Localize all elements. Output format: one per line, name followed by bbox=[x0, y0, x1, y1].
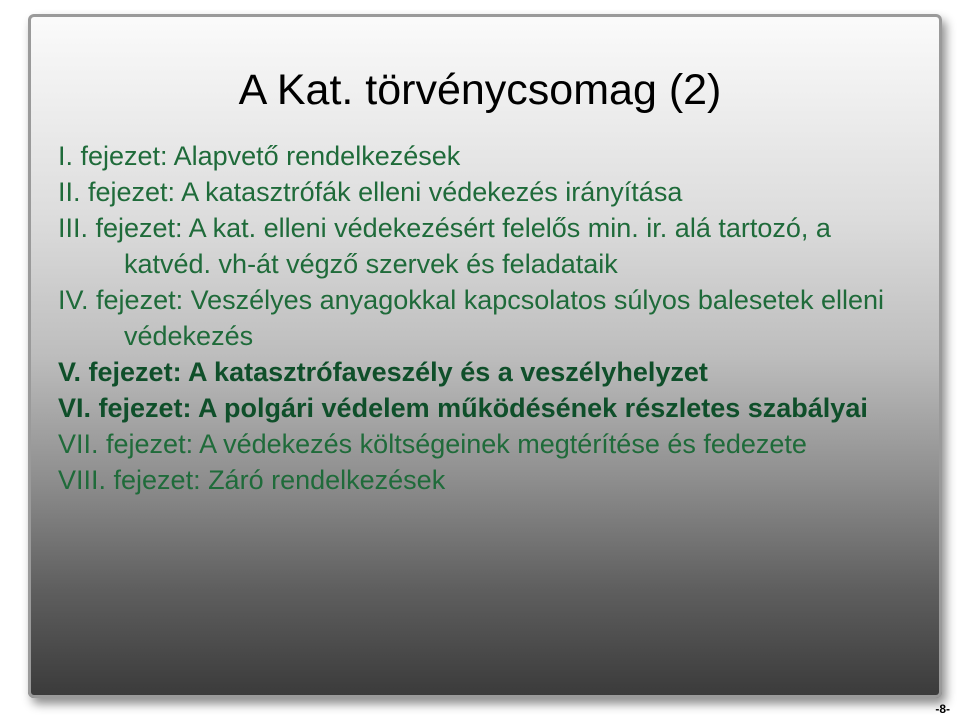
chapter-item: VI. fejezet: A polgári védelem működésének részletes szabályai bbox=[58, 393, 868, 423]
chapter-item: III. fejezet: A kat. elleni védekezésért felelős min. ir. alá tartozó, a katvéd. vh-át végző szervek és feladataik bbox=[58, 213, 831, 279]
slide-title: A Kat. törvénycsomag (2) bbox=[238, 66, 722, 114]
chapter-item: I. fejezet: Alapvető rendelkezések bbox=[58, 141, 461, 171]
chapter-item: IV. fejezet: Veszélyes anyagokkal kapcsolatos súlyos balesetek elleni védekezés bbox=[58, 285, 884, 351]
chapter-item: VII. fejezet: A védekezés költségeinek megtérítése és fedezete bbox=[58, 429, 807, 459]
chapter-item: VIII. fejezet: Záró rendelkezések bbox=[58, 465, 446, 495]
chapter-item: V. fejezet: A katasztrófaveszély és a veszélyhelyzet bbox=[58, 357, 708, 387]
chapter-item: II. fejezet: A katasztrófák elleni védekezés irányítása bbox=[58, 177, 683, 207]
page-number: -8- bbox=[935, 702, 950, 716]
chapter-list bbox=[58, 138, 898, 498]
